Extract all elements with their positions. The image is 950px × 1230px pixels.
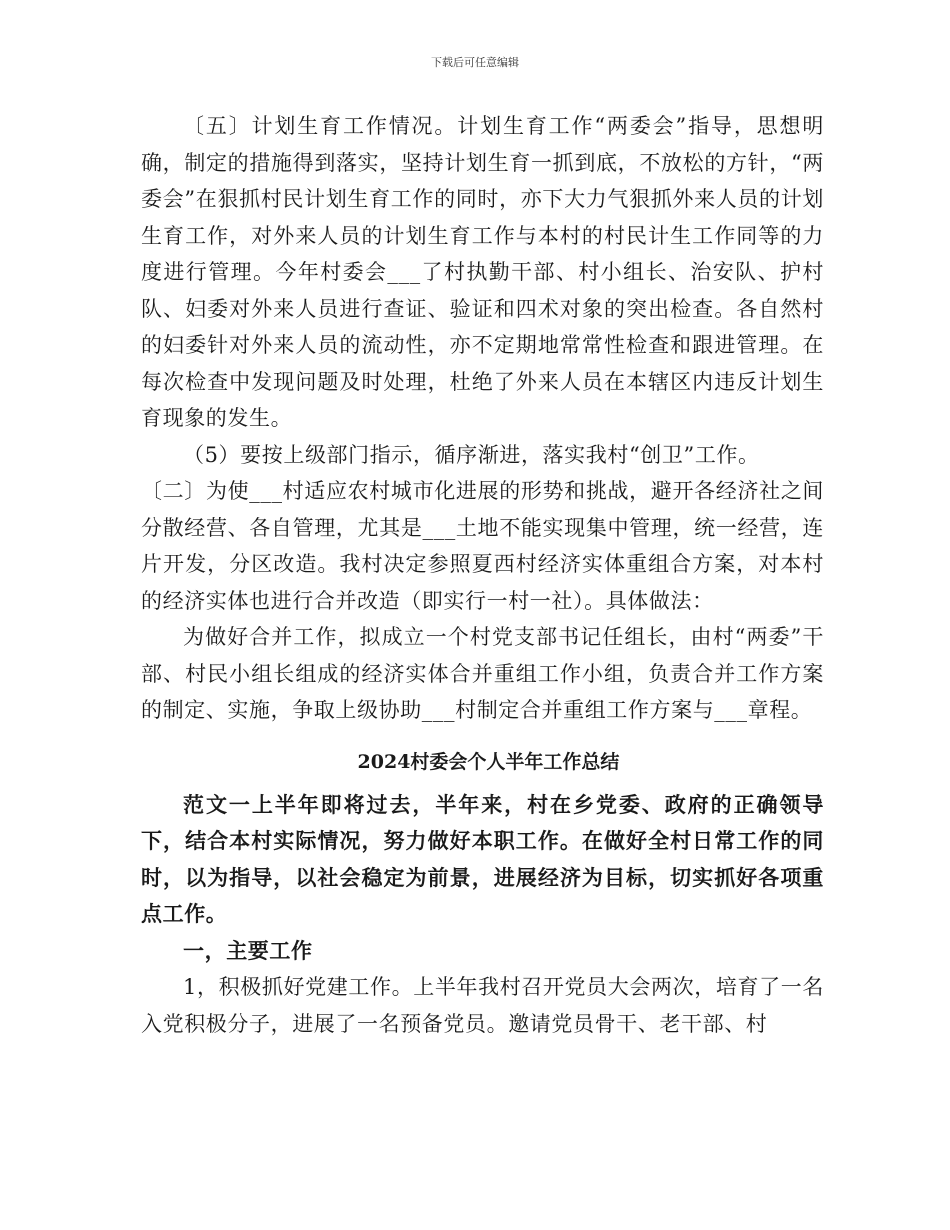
document-body: [141, 108, 824, 1042]
paragraph-economic-reorganization: 〔二〕为使___村适应农村城市化进展的形势和挑战，避开各经济社之间分散经营、各自管理，尤其是___土地不能实现集中管理，统一经营，连片开发，分区改造。我村决定参照夏西村经济实体重组合方案，对本村的经济实体也进行合并改造（即实行一村一社）。具体做法：: [141, 479, 824, 613]
paragraph-merger-plan: 为做好合并工作，拟成立一个村党支部书记任组长，由村“两委”干部、村民小组长组成的经济实体合并重组工作小组，负责合并工作方案的制定、实施，争取上级协助___村制定合并重组工作方案与___章程。: [141, 625, 824, 722]
section-title: 2024村委会个人半年工作总结: [357, 750, 620, 773]
paragraph-sanitation: （5）要按上级部门指示，循序渐进，落实我村“创卫”工作。: [183, 442, 760, 467]
heading-main-work: 一，主要工作: [183, 937, 313, 963]
paragraph-family-planning: 〔五〕计划生育工作情况。计划生育工作“两委会”指导，思想明确，制定的措施得到落实，坚持计划生育一抓到底，不放松的方针，“两委会”在狠抓村民计划生育工作的同时，亦下大力气狠抓外来人员的计划生育工作，对外来人员的计划生育工作与本村的村民计生工作同等的力度进行管理。今年村委会___了村执勤干部、村小组长、治安队、护村队、妇委对外来人员进行查证、验证和四术对象的突出检查。各自然村的妇委针对外来人员的流动性，亦不定期地常常性检查和跟进管理。在每次检查中发现问题及时处理，杜绝了外来人员在本辖区内违反计划生育现象的发生。: [141, 114, 824, 430]
paragraph-party-building: 1，积极抓好党建工作。上半年我村召开党员大会两次，培育了一名入党积极分子，进展了一名预备党员。邀请党员骨干、老干部、村: [141, 975, 824, 1036]
page-header: 下载后可任意编辑: [431, 56, 519, 69]
paragraph-summary-intro: 范文一上半年即将过去，半年来，村在乡党委、政府的正确领导下，结合本村实际情况，努力做好本职工作。在做好全村日常工作的同时，以为指导，以社会稳定为前景，进展经济为目标，切实抓好各项重点工作。: [141, 791, 824, 926]
